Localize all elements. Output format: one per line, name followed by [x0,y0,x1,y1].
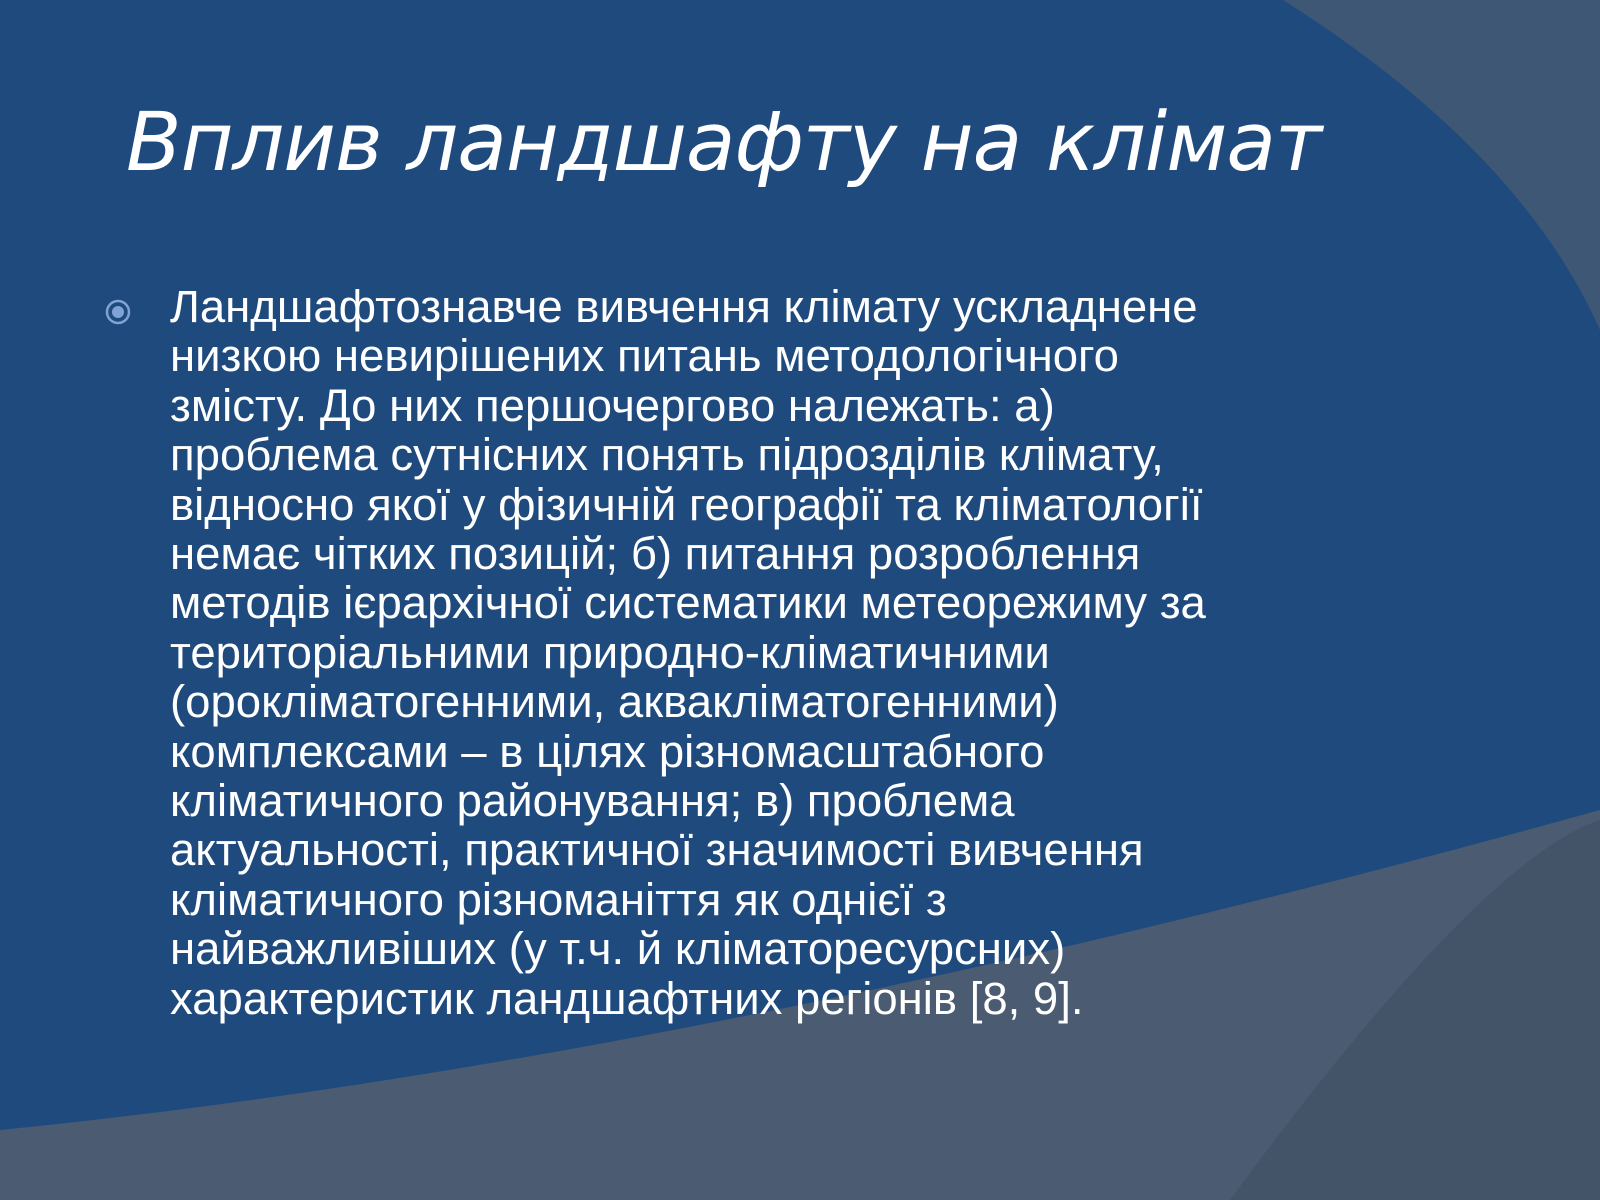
bullet-line: методів ієрархічної систематики метеорежиму за [170,577,1206,629]
bullet-line: низкою невирішених питань методологічного [170,330,1119,382]
bullet-paragraph [170,282,1350,1023]
bullet-line: найважливіших (у т.ч. й кліматоресурсних) [170,923,1066,975]
bullet-line: відносно якої у фізичній географії та кліматології [170,478,1203,530]
bullet-line: комплексами – в цілях різномасштабного [170,725,1045,777]
bullet-line: територіальними природно-кліматичними [170,626,1050,678]
circle-dot-icon [102,296,134,328]
bullet-line: немає чітких позицій; б) питання розроблення [170,528,1141,580]
bullet-line: кліматичного районування; в) проблема [170,775,1015,827]
bullet-line: актуальності, практичної значимості вивчення [170,824,1144,876]
bullet-line: характеристик ландшафтних регіонів [8, 9]. [170,972,1084,1024]
bullet-line: змісту. До них першочергово належать: а) [170,379,1055,431]
bullet-line: проблема сутнісних понять підрозділів клімату, [170,429,1164,481]
bullet-line: (орокліматогенними, аквакліматогенними) [170,676,1059,728]
slide-title: Вплив ландшафту на клімат [126,96,1322,190]
bullet-line: Ландшафтознавче вивчення клімату ускладнене [170,281,1198,332]
bullet-line: кліматичного різноманіття як однієї з [170,873,947,925]
